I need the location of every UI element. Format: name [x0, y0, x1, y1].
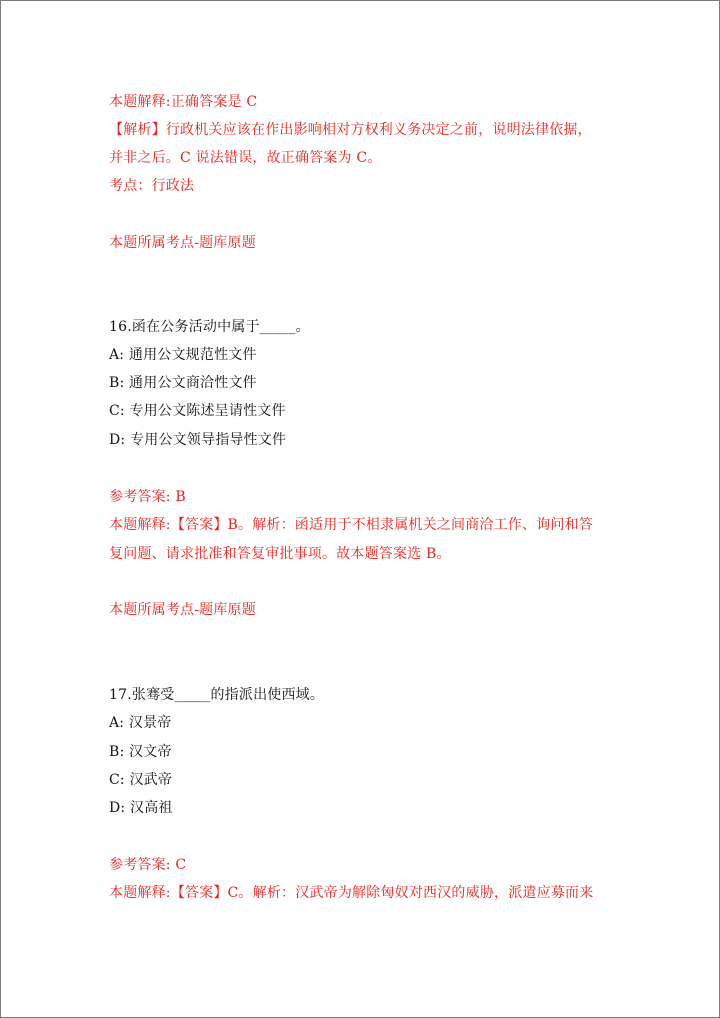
q17-option-b: B: 汉文帝: [109, 744, 172, 760]
q16-source: 本题所属考点-题库原题: [109, 602, 256, 618]
q16-option-d: D: 专用公文领导指导性文件: [109, 432, 287, 448]
q17-answer: 参考答案: C: [109, 857, 187, 873]
q17-option-d: D: 汉高祖: [109, 800, 173, 816]
q15-key-point: 考点：行政法: [109, 178, 195, 194]
q17-explanation-line1: 本题解释:【答案】C。解析：汉武帝为解除匈奴对西汉的威胁，派遣应募而来: [109, 885, 594, 901]
q16-answer: 参考答案: B: [109, 489, 186, 505]
q15-analysis-line1: 【解析】行政机关应该在作出影响相对方权利义务决定之前，说明法律依据，: [109, 122, 592, 138]
q17-option-c: C: 汉武帝: [109, 772, 173, 788]
q16-option-c: C: 专用公文陈述呈请性文件: [109, 403, 286, 419]
q16-question: 16.函在公务活动中属于_____。: [109, 319, 310, 335]
q16-explanation-line1: 本题解释:【答案】B。解析：函适用于不相隶属机关之间商洽工作、询问和答: [109, 517, 594, 533]
q15-analysis-line2: 并非之后。C 说法错误，故正确答案为 C。: [109, 150, 382, 166]
q17-question: 17.张骞受_____的指派出使西域。: [109, 687, 325, 703]
q15-source: 本题所属考点-题库原题: [109, 235, 256, 251]
q17-option-a: A: 汉景帝: [109, 715, 172, 731]
q16-option-a: A: 通用公文规范性文件: [109, 347, 257, 363]
q16-option-b: B: 通用公文商洽性文件: [109, 375, 257, 391]
q16-explanation-line2: 复问题、请求批准和答复审批事项。故本题答案选 B。: [109, 546, 451, 562]
q15-explanation-header: 本题解释:正确答案是 C: [109, 94, 258, 110]
